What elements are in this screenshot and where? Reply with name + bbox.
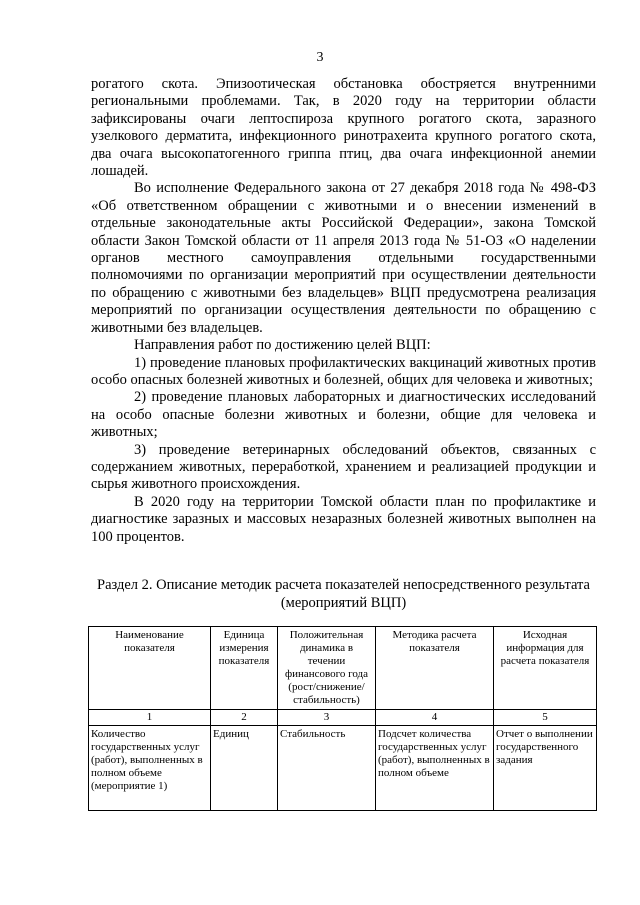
cell-calculation-method: Подсчет количества государственных услуг (работ), выполненных в полном объеме [376, 726, 494, 811]
table-header-row [89, 627, 597, 710]
section-heading: Раздел 2. Описание методик расчета показателей непосредственного результата (мероприятий ВЦП) [97, 577, 590, 611]
page-number: 3 [316, 50, 324, 65]
list-item-laboratory-research: 2) проведение плановых лабораторных и диагностических исследований на особо опасные болезни животных и болезни, общие для человека и животных; [91, 389, 596, 441]
cell-unit: Единиц [211, 726, 278, 811]
paragraph-work-directions: Направления работ по достижению целей ВЦП: [134, 337, 431, 354]
paragraph-plan-result: В 2020 году на территории Томской области план по профилактике и диагностике заразных и массовых незаразных болезней животных выполнен на 100 процентов. [91, 493, 596, 545]
column-number: 3 [278, 710, 376, 726]
cell-source-info: Отчет о выполнении государственного задания [494, 726, 597, 811]
methods-table [88, 626, 597, 811]
cell-indicator-name: Количество государственных услуг (работ), выполненных в полном объеме (мероприятие 1) [89, 726, 211, 811]
column-number: 2 [211, 710, 278, 726]
paragraph-livestock-situation: рогатого скота. Эпизоотическая обстановка обостряется внутренними региональными проблемами. Так, в 2020 году на территории области зафиксированы очаги лептоспироза крупного рогатого скота, заразного узелкового дерматита, инфекционного ринотрахеита крупного рогатого скота, два очага высокопатогенного гриппа птиц, два очага инфекционной анемии лошадей. [91, 76, 596, 180]
header-unit: Единица измерения показателя [211, 627, 278, 710]
paragraph-federal-law: Во исполнение Федерального закона от 27 декабря 2018 года № 498-ФЗ «Об ответственном обращении с животными и о внесении изменений в отдельные законодательные акты Российской Федерации», закона Томской области Закон Томской области от 11 апреля 2013 года № 51-ОЗ «О наделении органов местного самоуправления отдельными государственными полномочиями по организации мероприятий при осуществлении деятельности по обращению с животными без владельцев» ВЦП предусмотрена реализация мероприятий по организации осуществления деятельности по обращению с животными без владельцев. [91, 180, 596, 336]
header-dynamics: Положительная динамика в течении финансового года (рост/снижение/стабильность) [278, 627, 376, 710]
table-row [89, 726, 597, 811]
body-text [91, 76, 596, 546]
column-number: 1 [89, 710, 211, 726]
cell-dynamics: Стабильность [278, 726, 376, 811]
column-number: 5 [494, 710, 597, 726]
column-number-row [89, 710, 597, 726]
list-item-vaccinations: 1) проведение плановых профилактических вакцинаций животных против особо опасных болезней животных и болезней, общих для человека и животных; [91, 354, 596, 388]
list-item-veterinary-inspections: 3) проведение ветеринарных обследований объектов, связанных с содержанием животных, переработкой, хранением и реализацией продукции и сырья животного происхождения. [91, 441, 596, 493]
column-number: 4 [376, 710, 494, 726]
header-calculation-method: Методика расчета показателя [376, 627, 494, 710]
header-indicator-name: Наименование показателя [89, 627, 211, 710]
header-source-info: Исходная информация для расчета показателя [494, 627, 597, 710]
